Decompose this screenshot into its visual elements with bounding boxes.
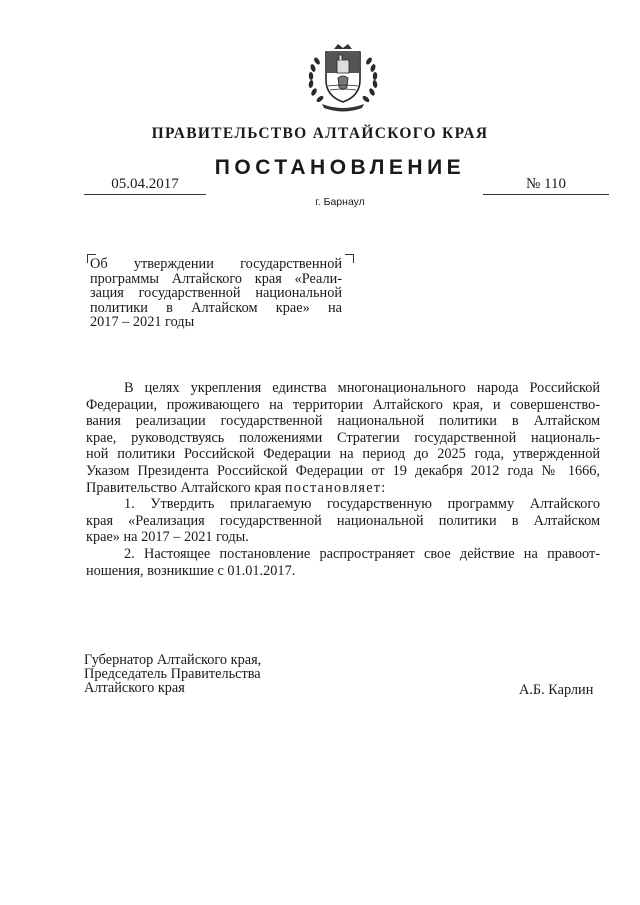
coat-of-arms-emblem [304,40,382,114]
signatory-title-line: Губернатор Алтайского края, [84,652,262,668]
signer-name: А.Б. Карлин [519,682,594,698]
body-line: края «Реализация государственной национальной политики в Алтайском [86,512,600,529]
title-line: политики в Алтайском крае» на [90,299,342,316]
item-2-paragraph [86,546,600,579]
title-corner-mark-right [345,254,354,263]
document-city: г. Барнаул [315,196,365,208]
organization-name: ПРАВИТЕЛЬСТВО АЛТАЙСКОГО КРАЯ [151,125,489,142]
altai-coat-of-arms-icon [304,40,382,114]
body-line: Указом Президента Российской Федерации от 19 декабря 2012 года № 1666, [86,462,600,479]
body-line: вания реализации государственной национальной политики в Алтайском [86,413,600,430]
title-line: зация государственной национальной [90,285,342,301]
title-line: Об утверждении государственной [90,256,342,272]
document-date: 05.04.2017 [84,176,206,195]
title-line: программы Алтайского края «Реали- [90,270,342,287]
decree-keyword: постановляет: [284,479,387,496]
intro-last-text: Правительство Алтайского края [86,479,285,496]
body-line: крае, руководствуясь положениями Стратегии государственной националь- [86,429,600,446]
document-body [86,380,600,579]
item-1-paragraph [86,496,600,546]
signatory-title-line: Председатель Правительства [84,665,261,682]
body-line: Федерации, проживающего на территории Алтайского края, и совершенство- [86,396,600,413]
document-title [90,257,342,330]
body-line [86,480,600,497]
document-type-heading: ПОСТАНОВЛЕНИЕ [214,156,466,179]
body-line: ношения, возникшие с 01.01.2017. [86,562,296,579]
signature-block [84,654,261,695]
document-number: № 110 [483,176,609,195]
body-line: 2. Настоящее постановление распространяет свое действие на правоот- [124,545,600,562]
body-line: 1. Утвердить прилагаемую государственную программу Алтайского [124,496,600,513]
body-line: ной политики Российской Федерации на период до 2025 года, утвержденной [86,446,600,463]
body-line: крае» на 2017 – 2021 годы. [86,529,249,546]
intro-paragraph [86,380,600,496]
signatory-title-line: Алтайского края [84,679,185,696]
body-line: В целях укрепления единства многонационального народа Российской [124,380,600,396]
title-line: 2017 – 2021 годы [90,314,195,330]
